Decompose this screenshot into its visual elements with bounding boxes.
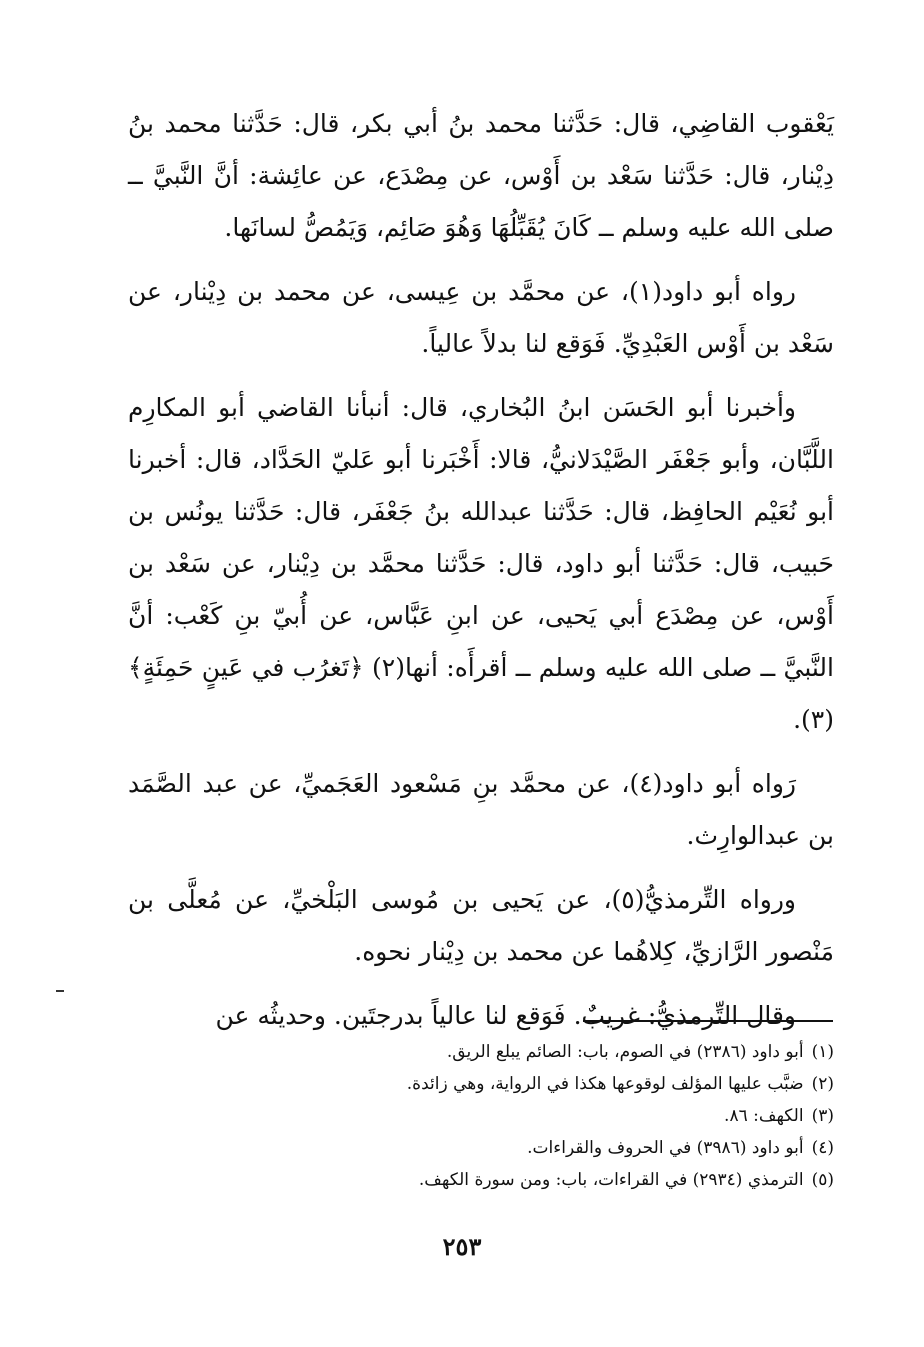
footnote-number: (٣) bbox=[811, 1106, 834, 1126]
footnote-4 bbox=[128, 1132, 834, 1164]
footnotes bbox=[128, 1036, 834, 1196]
footnote-number: (٥) bbox=[811, 1170, 834, 1190]
paragraph-4: رَواه أبو داود(٤)، عن محمَّد بنِ مَسْعود العَجَميِّ، عن عبد الصَّمَد بن عبدالوارِث. bbox=[128, 769, 834, 850]
footnote-text: الكهف: ٨٦. bbox=[724, 1106, 804, 1126]
footnote-text: أبو داود (٢٣٨٦) في الصوم، باب: الصائم يبلع الريق. bbox=[446, 1042, 804, 1062]
footnote-number: (٤) bbox=[811, 1138, 834, 1158]
page-number: ٢٥٣ bbox=[442, 1232, 482, 1261]
margin-mark bbox=[56, 990, 64, 992]
paragraph-6: وقال التِّرمذيُّ: غريبٌ. فَوَقع لنا عالياً بدرجتَين. وحديثُه عن bbox=[215, 1001, 796, 1030]
paragraph-2: رواه أبو داود(١)، عن محمَّد بن عِيسى، عن محمد بن دِيْنار، عن سَعْد بن أَوْس العَبْدِيِّ. فَوَقع لنا بدلاً عالياً. bbox=[128, 277, 834, 358]
paragraph-5: ورواه التِّرمذيُّ(٥)، عن يَحيى بن مُوسى البَلْخيِّ، عن مُعلَّى بن مَنْصور الرَّازيِّ، كِلاهُما عن محمد بن دِيْنار نحوه. bbox=[128, 885, 834, 966]
footnote-text: الترمذي (٢٩٣٤) في القراءات، باب: ومن سورة الكهف. bbox=[418, 1170, 804, 1190]
paragraph-1: يَعْقوب القاضِي، قال: حَدَّثنا محمد بنُ أبي بكر، قال: حَدَّثنا محمد بنُ دِيْنار، قال: حَدَّثنا سَعْد بن أَوْس، عن مِصْدَع، عن عائِشة: أنَّ النَّبيَّ ــ صلى الله عليه وسلم ــ كَانَ يُقَبِّلُهَا وَهُوَ صَائِم، وَيَمُصُّ لسانَها. bbox=[128, 109, 834, 242]
paragraph-3: وأخبرنا أبو الحَسَن ابنُ البُخاري، قال: أنبأنا القاضي أبو المكارِم اللَّبَّان، وأبو جَعْفَر الصَّيْدَلانيُّ، قالا: أَخْبَرنا أبو عَليّ الحَدَّاد، قال: أخبرنا أبو نُعَيْم الحافِظ، قال: حَدَّثنا عبدالله بنُ جَعْفَر، قال: حَدَّثنا يونُس بن حَبيب، قال: حَدَّثنا أبو داود، قال: حَدَّثنا محمَّد بن دِيْنار، عن سَعْد بن أَوْس، عن مِصْدَع أبي يَحيى، عن ابنِ عَبَّاس، عن أُبيّ بنِ كَعْب: أنَّ النَّبيَّ ــ صلى الله عليه وسلم ــ أقرأَه: أنها(٢) ﴿تَغرُب في عَينٍ حَمِئَةٍ﴾(٣). bbox=[128, 393, 834, 734]
footnote-5 bbox=[128, 1164, 834, 1196]
footnote-2 bbox=[128, 1068, 834, 1100]
footnote-number: (١) bbox=[811, 1042, 834, 1062]
footnote-1 bbox=[128, 1036, 834, 1068]
footnote-number: (٢) bbox=[811, 1074, 834, 1094]
footnote-text: ضبَّب عليها المؤلف لوقوعها هكذا في الرواية، وهي زائدة. bbox=[406, 1074, 804, 1094]
footnote-separator bbox=[583, 1020, 833, 1022]
footnote-3 bbox=[128, 1100, 834, 1132]
body-text bbox=[128, 98, 834, 1042]
footnote-text: أبو داود (٣٩٨٦) في الحروف والقراءات. bbox=[527, 1138, 804, 1158]
